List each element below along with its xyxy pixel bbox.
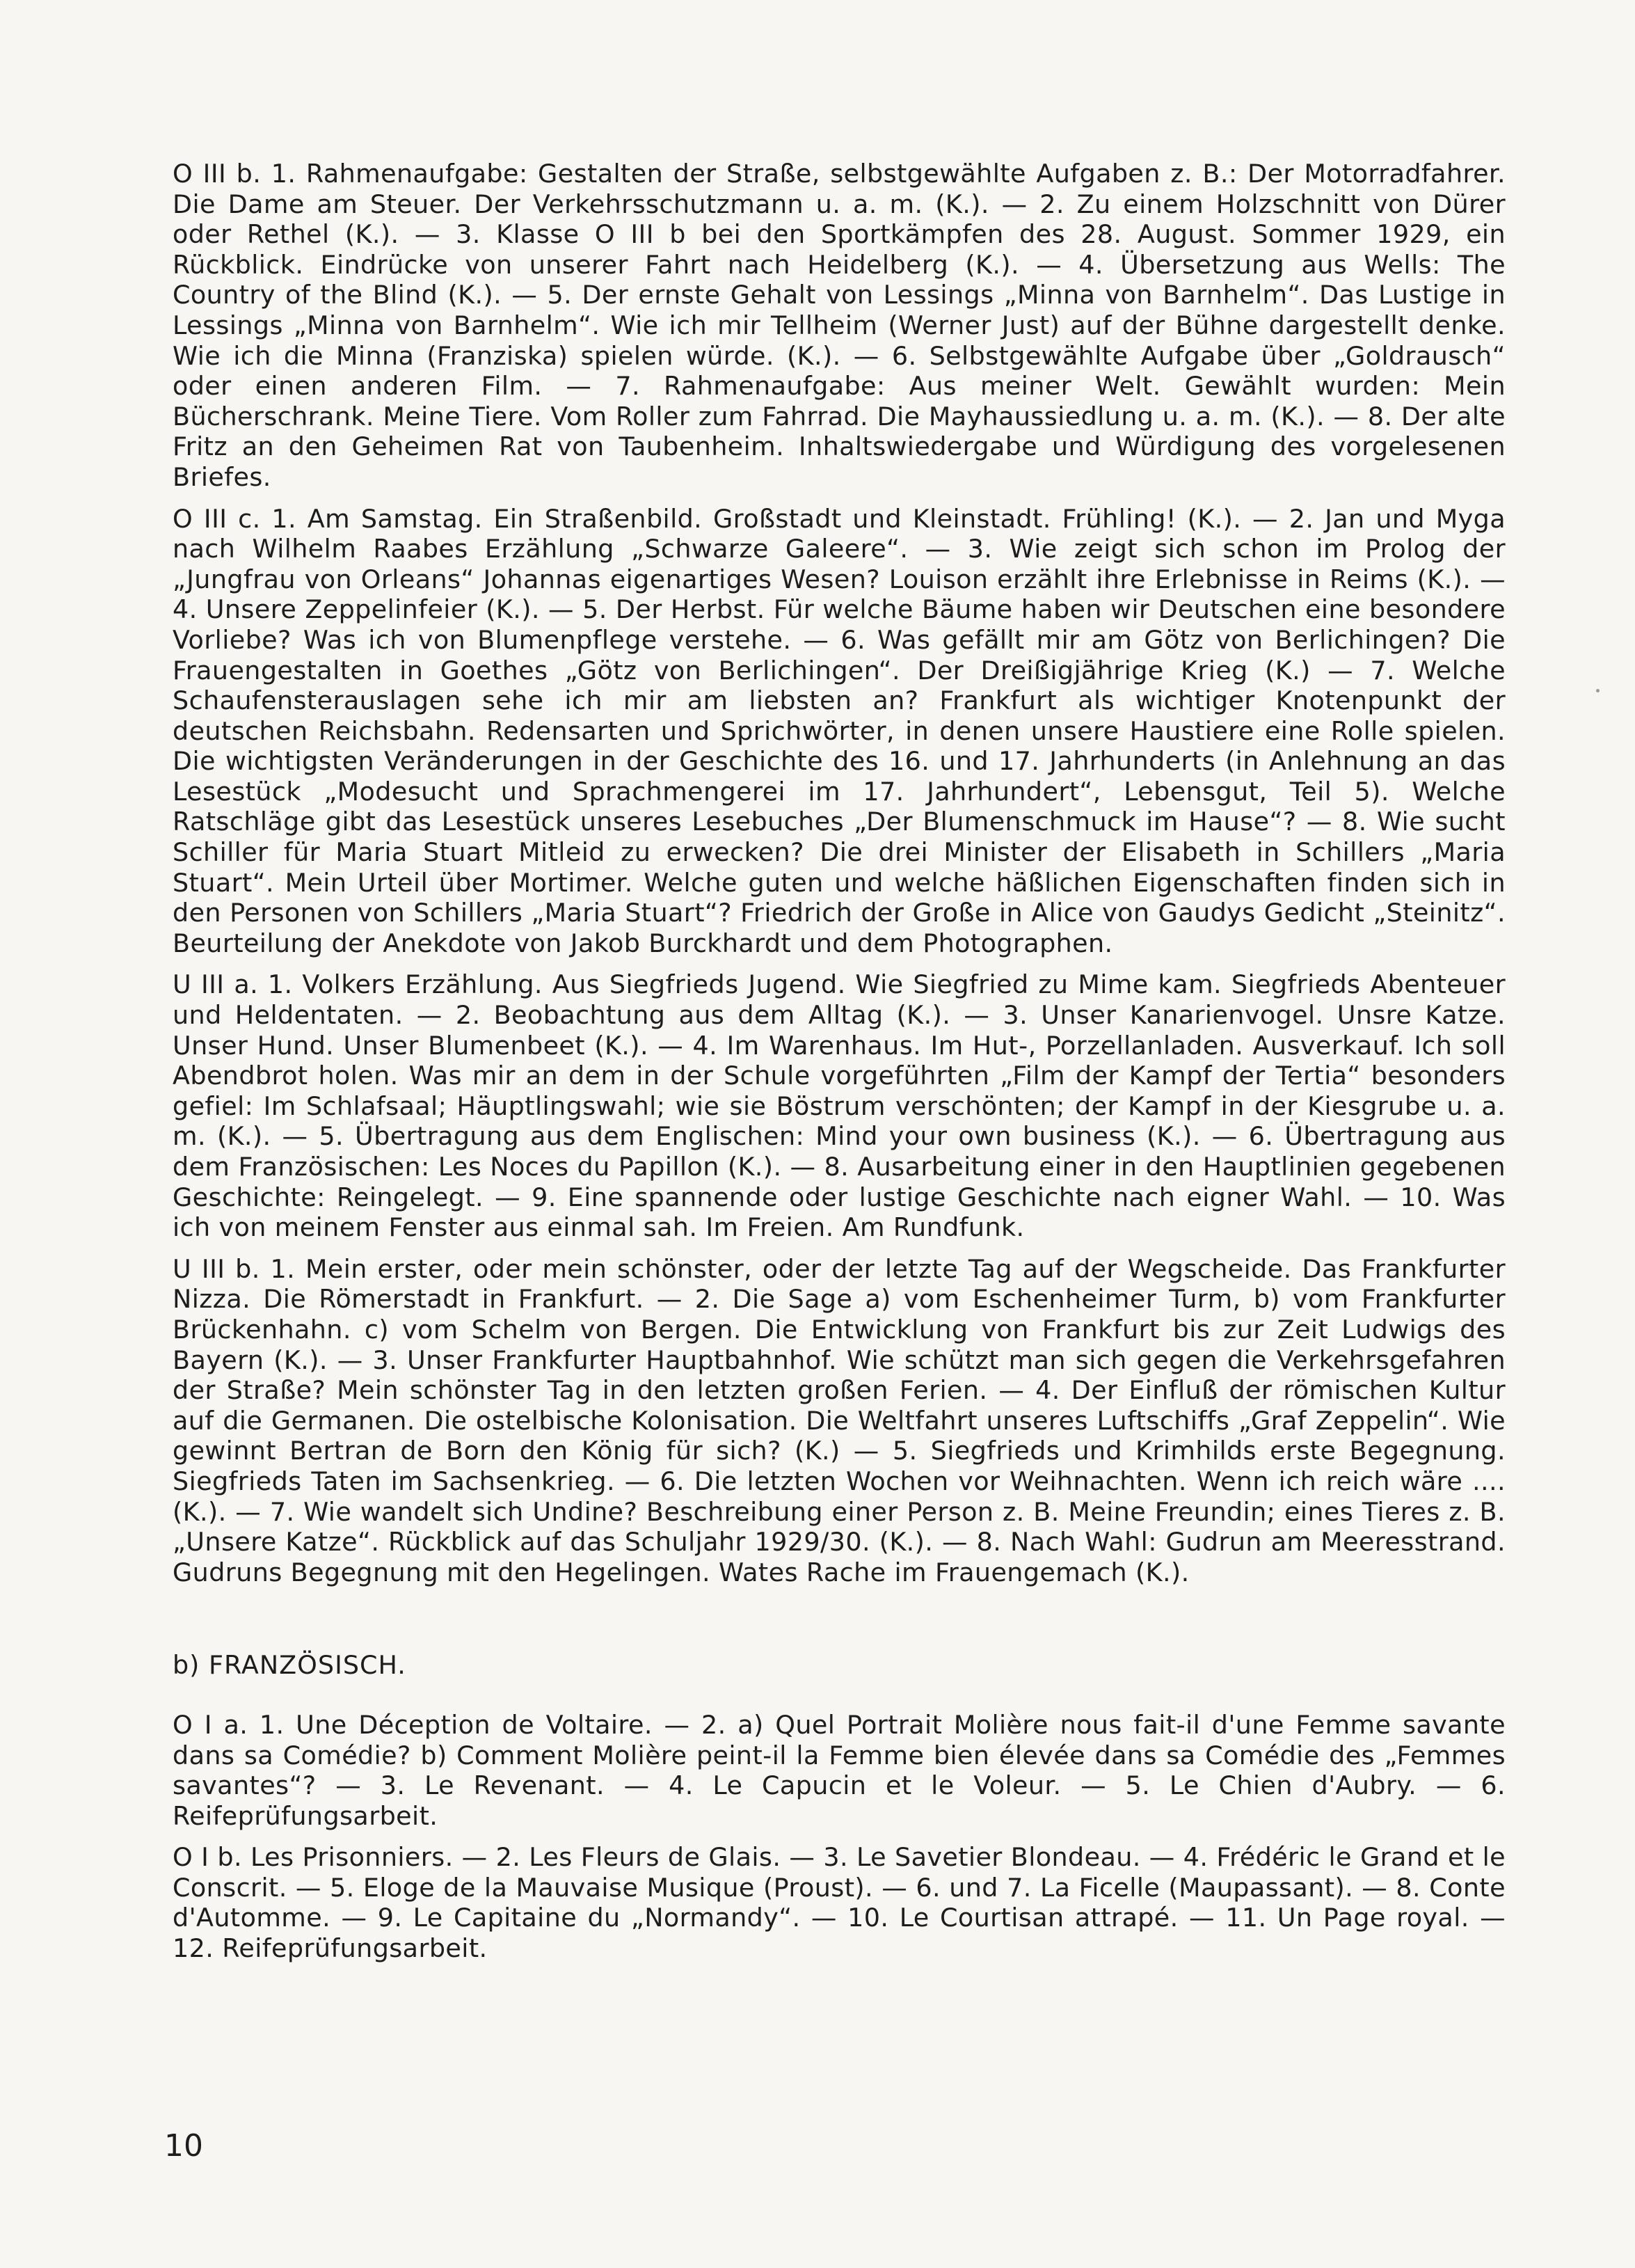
scan-speck xyxy=(1596,689,1600,692)
paragraph-u3a: U III a. 1. Volkers Erzählung. Aus Siegfrieds Jugend. Wie Siegfried zu Mime kam. Siegfrieds Abenteuer und Heldentaten. — 2. Beobachtung aus dem Alltag (K.). — 3. Unser Kanarienvogel. Unsre Katze. Unser Hund. Unser Blumenbeet (K.). — 4. Im Warenhaus. Im Hut-, Porzellanladen. Ausverkauf. Ich soll Abendbrot holen. Was mir an dem in der Schule vorgeführten „Film der Kampf der Tertia“ besonders gefiel: Im Schlafsaal; Häuptlingswahl; wie sie Böstrum verschönten; der Kampf in der Kiesgrube u. a. m. (K.). — 5. Übertragung aus dem Englischen: Mind your own business (K.). — 6. Übertragung aus dem Französischen: Les Noces du Papillon (K.). — 8. Ausarbeitung einer in den Hauptlinien gegebenen Geschichte: Reingelegt. — 9. Eine spannende oder lustige Geschichte nach eigner Wahl. — 10. Was ich von meinem Fenster aus einmal sah. Im Freien. Am Rundfunk. xyxy=(173,969,1506,1243)
paragraph-o1b: O I b. Les Prisonniers. — 2. Les Fleurs de Glais. — 3. Le Savetier Blondeau. — 4. Frédéric le Grand et le Conscrit. — 5. Eloge de la Mauvaise Musique (Proust). — 6. und 7. La Ficelle (Maupassant). — 8. Conte d'Automme. — 9. Le Capitaine du „Normandy“. — 10. Le Courtisan attrapé. — 11. Un Page royal. — 12. Reifeprüfungsarbeit. xyxy=(173,1842,1506,1964)
section-heading-franzoesisch: b) FRANZÖSISCH. xyxy=(173,1650,406,1681)
paragraph-o3b: O III b. 1. Rahmenaufgabe: Gestalten der Straße, selbstgewählte Aufgaben z. B.: Der Motorradfahrer. Die Dame am Steuer. Der Verkehrsschutzmann u. a. m. (K.). — 2. Zu einem Holzschnitt von Dürer oder Rethel (K.). — 3. Klasse O III b bei den Sportkämpfen des 28. August. Sommer 1929, ein Rückblick. Eindrücke von unserer Fahrt nach Heidelberg (K.). — 4. Übersetzung aus Wells: The Country of the Blind (K.). — 5. Der ernste Gehalt von Lessings „Minna von Barnhelm“. Das Lustige in Lessings „Minna von Barnhelm“. Wie ich mir Tellheim (Werner Just) auf der Bühne dargestellt denke. Wie ich die Minna (Franziska) spielen würde. (K.). — 6. Selbstgewählte Aufgabe über „Goldrausch“ oder einen anderen Film. — 7. Rahmenaufgabe: Aus meiner Welt. Gewählt wurden: Mein Bücherschrank. Meine Tiere. Vom Roller zum Fahrrad. Die Mayhaussiedlung u. a. m. (K.). — 8. Der alte Fritz an den Geheimen Rat von Taubenheim. Inhaltswiedergabe und Würdigung des vorgelesenen Briefes. xyxy=(173,159,1506,492)
paragraph-o3c: O III c. 1. Am Samstag. Ein Straßenbild. Großstadt und Kleinstadt. Frühling! (K.). — 2. Jan und Myga nach Wilhelm Raabes Erzählung „Schwarze Galeere“. — 3. Wie zeigt sich schon im Prolog der „Jungfrau von Orleans“ Johannas eigenartiges Wesen? Louison erzählt ihre Erlebnisse in Reims (K.). — 4. Unsere Zeppelinfeier (K.). — 5. Der Herbst. Für welche Bäume haben wir Deutschen eine besondere Vorliebe? Was ich von Blumenpflege verstehe. — 6. Was gefällt mir am Götz von Berlichingen? Die Frauengestalten in Goethes „Götz von Berlichingen“. Der Dreißigjährige Krieg (K.) — 7. Welche Schaufensterauslagen sehe ich mir am liebsten an? Frankfurt als wichtiger Knotenpunkt der deutschen Reichsbahn. Redensarten und Sprichwörter, in denen unsere Haustiere eine Rolle spielen. Die wichtigsten Veränderungen in der Geschichte des 16. und 17. Jahrhunderts (in Anlehnung an das Lesestück „Modesucht und Sprachmengerei im 17. Jahrhundert“, Lebensgut, Teil 5). Welche Ratschläge gibt das Lesestück unseres Lesebuches „Der Blumenschmuck im Hause“? — 8. Wie sucht Schiller für Maria Stuart Mitleid zu erwecken? Die drei Minister der Elisabeth in Schillers „Maria Stuart“. Mein Urteil über Mortimer. Welche guten und welche häßlichen Eigenschaften finden sich in den Personen von Schillers „Maria Stuart“? Friedrich der Große in Alice von Gaudys Gedicht „Steinitz“. Beurteilung der Anekdote von Jakob Burckhardt und dem Photographen. xyxy=(173,503,1506,958)
paragraph-o1a: O I a. 1. Une Déception de Voltaire. — 2. a) Quel Portrait Molière nous fait-il d'une Femme savante dans sa Comédie? b) Comment Molière peint-il la Femme bien élevée dans sa Comédie des „Femmes savantes“? — 3. Le Revenant. — 4. Le Capucin et le Voleur. — 5. Le Chien d'Aubry. — 6. Reifeprüfungsarbeit. xyxy=(173,1709,1506,1831)
paragraph-u3b: U III b. 1. Mein erster, oder mein schönster, oder der letzte Tag auf der Wegscheide. Das Frankfurter Nizza. Die Römerstadt in Frankfurt. — 2. Die Sage a) vom Eschenheimer Turm, b) vom Frankfurter Brückenhahn. c) vom Schelm von Bergen. Die Entwicklung von Frankfurt bis zur Zeit Ludwigs des Bayern (K.). — 3. Unser Frankfurter Hauptbahnhof. Wie schützt man sich gegen die Verkehrsgefahren der Straße? Mein schönster Tag in den letzten großen Ferien. — 4. Der Einfluß der römischen Kultur auf die Germanen. Die ostelbische Kolonisation. Die Weltfahrt unseres Luftschiffs „Graf Zeppelin“. Wie gewinnt Bertran de Born den König für sich? (K.) — 5. Siegfrieds und Krimhilds erste Begegnung. Siegfrieds Taten im Sachsenkrieg. — 6. Die letzten Wochen vor Weihnachten. Wenn ich reich wäre .... (K.). — 7. Wie wandelt sich Undine? Beschreibung einer Person z. B. Meine Freundin; eines Tieres z. B. „Unsere Katze“. Rückblick auf das Schuljahr 1929/30. (K.). — 8. Nach Wahl: Gudrun am Meeresstrand. Gudruns Begegnung mit den Hegelingen. Wates Rache im Frauengemach (K.). xyxy=(173,1253,1506,1587)
page-number: 10 xyxy=(164,2128,203,2164)
main-text-column xyxy=(173,159,1506,1975)
